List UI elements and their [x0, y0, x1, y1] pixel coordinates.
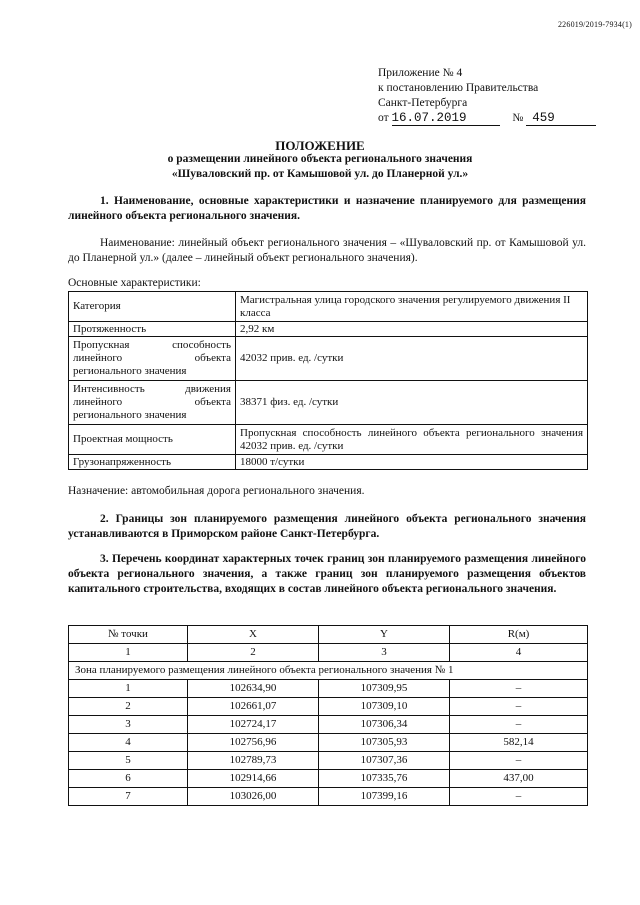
- point-number: 6: [69, 770, 188, 788]
- col-header-r: R(м): [450, 626, 588, 644]
- table-row: [69, 788, 588, 806]
- zone-row: [69, 662, 588, 680]
- table-row: [69, 770, 588, 788]
- table-row: [69, 734, 588, 752]
- coord-y: 107309,95: [319, 680, 450, 698]
- coord-y: 107309,10: [319, 698, 450, 716]
- table-row: [69, 680, 588, 698]
- characteristics-table: [68, 291, 588, 470]
- col-header-y: Y: [319, 626, 450, 644]
- table-header-row: [69, 626, 588, 644]
- coord-y: 107307,36: [319, 752, 450, 770]
- coord-x: 103026,00: [188, 788, 319, 806]
- coord-x: 102724,17: [188, 716, 319, 734]
- section-1-heading: 1. Наименование, основные характеристики и назначение планируемого для размещения линейного объекта регионального значения.: [68, 195, 586, 222]
- char-name: Грузонапряженность: [69, 455, 236, 470]
- radius: –: [450, 698, 588, 716]
- table-row: [69, 698, 588, 716]
- appendix-line-2: к постановлению Правительства: [378, 82, 539, 94]
- table-row: [69, 322, 588, 337]
- decree-number: 459: [526, 112, 596, 126]
- table-row: [69, 752, 588, 770]
- point-number: 7: [69, 788, 188, 806]
- zone-label: Зона планируемого размещения линейного объекта регионального значения № 1: [69, 662, 588, 680]
- appendix-line-3: Санкт-Петербурга: [378, 97, 468, 109]
- coord-y: 107335,76: [319, 770, 450, 788]
- radius: –: [450, 752, 588, 770]
- date-prefix: от: [378, 112, 389, 124]
- point-number: 2: [69, 698, 188, 716]
- number-prefix: №: [512, 112, 524, 124]
- radius: –: [450, 680, 588, 698]
- coord-x: 102789,73: [188, 752, 319, 770]
- purpose-text: Назначение: автомобильная дорога регионального значения.: [68, 485, 365, 497]
- table-row: [69, 337, 588, 381]
- char-name: Пропускная способность линейного объекта регионального значения: [69, 337, 236, 381]
- char-value: 2,92 км: [236, 322, 588, 337]
- point-number: 4: [69, 734, 188, 752]
- char-value: Пропускная способность линейного объекта регионального значения 42032 прив. ед. /сутки: [236, 425, 588, 455]
- col-number: 2: [188, 644, 319, 662]
- section-3-heading: 3. Перечень координат характерных точек границ зон планируемого размещения линейного объекта регионального значения, а также границ зон планируемого размещения объектов капитального строительства, входящих в состав линейного объекта регионального значения.: [68, 553, 586, 595]
- coord-x: 102756,96: [188, 734, 319, 752]
- col-number: 3: [319, 644, 450, 662]
- coord-y: 107306,34: [319, 716, 450, 734]
- title-subtitle-2: «Шуваловский пр. от Камышовой ул. до Планерной ул.»: [171, 168, 469, 180]
- char-value: 38371 физ. ед. /сутки: [236, 381, 588, 425]
- table-row: [69, 455, 588, 470]
- char-name: Категория: [69, 292, 236, 322]
- char-value: 42032 прив. ед. /сутки: [236, 337, 588, 381]
- radius: 582,14: [450, 734, 588, 752]
- decree-date: 16.07.2019: [392, 112, 500, 126]
- object-name-paragraph: Наименование: линейный объект регионального значения – «Шуваловский пр. от Камышовой ул. до Планерной ул.» (далее – линейный объект регионального значения).: [68, 237, 586, 264]
- appendix-block: [378, 66, 596, 126]
- title-subtitle-1: о размещении линейного объекта регионального значения: [167, 153, 473, 165]
- point-number: 1: [69, 680, 188, 698]
- table-numbering-row: [69, 644, 588, 662]
- point-number: 3: [69, 716, 188, 734]
- coord-y: 107305,93: [319, 734, 450, 752]
- section-2-text: 2. Границы зон планируемого размещения линейного объекта регионального значения устанавливаются в Приморском районе Санкт-Петербурга.: [68, 513, 586, 540]
- coordinates-table: [68, 625, 588, 806]
- table-row: [69, 381, 588, 425]
- char-name: Интенсивность движения линейного объекта регионального значения: [69, 381, 236, 425]
- coord-y: 107399,16: [319, 788, 450, 806]
- radius: –: [450, 716, 588, 734]
- coord-x: 102634,90: [188, 680, 319, 698]
- coord-x: 102661,07: [188, 698, 319, 716]
- table-row: [69, 292, 588, 322]
- char-name: Протяженность: [69, 322, 236, 337]
- col-header-x: X: [188, 626, 319, 644]
- col-number: 4: [450, 644, 588, 662]
- char-name: Проектная мощность: [69, 425, 236, 455]
- radius: –: [450, 788, 588, 806]
- point-number: 5: [69, 752, 188, 770]
- table-row: [69, 716, 588, 734]
- char-value: Магистральная улица городского значения регулируемого движения II класса: [236, 292, 588, 322]
- table-row: [69, 425, 588, 455]
- page-title: ПОЛОЖЕНИЕ: [275, 138, 365, 153]
- coord-x: 102914,66: [188, 770, 319, 788]
- col-number: 1: [69, 644, 188, 662]
- col-header-point: № точки: [69, 626, 188, 644]
- characteristics-label: Основные характеристики:: [68, 277, 201, 289]
- radius: 437,00: [450, 770, 588, 788]
- char-value: 18000 т/сутки: [236, 455, 588, 470]
- appendix-line-1: Приложение № 4: [378, 67, 463, 79]
- appendix-date-line: [378, 111, 596, 126]
- document-number: 226019/2019-7934(1): [557, 20, 632, 29]
